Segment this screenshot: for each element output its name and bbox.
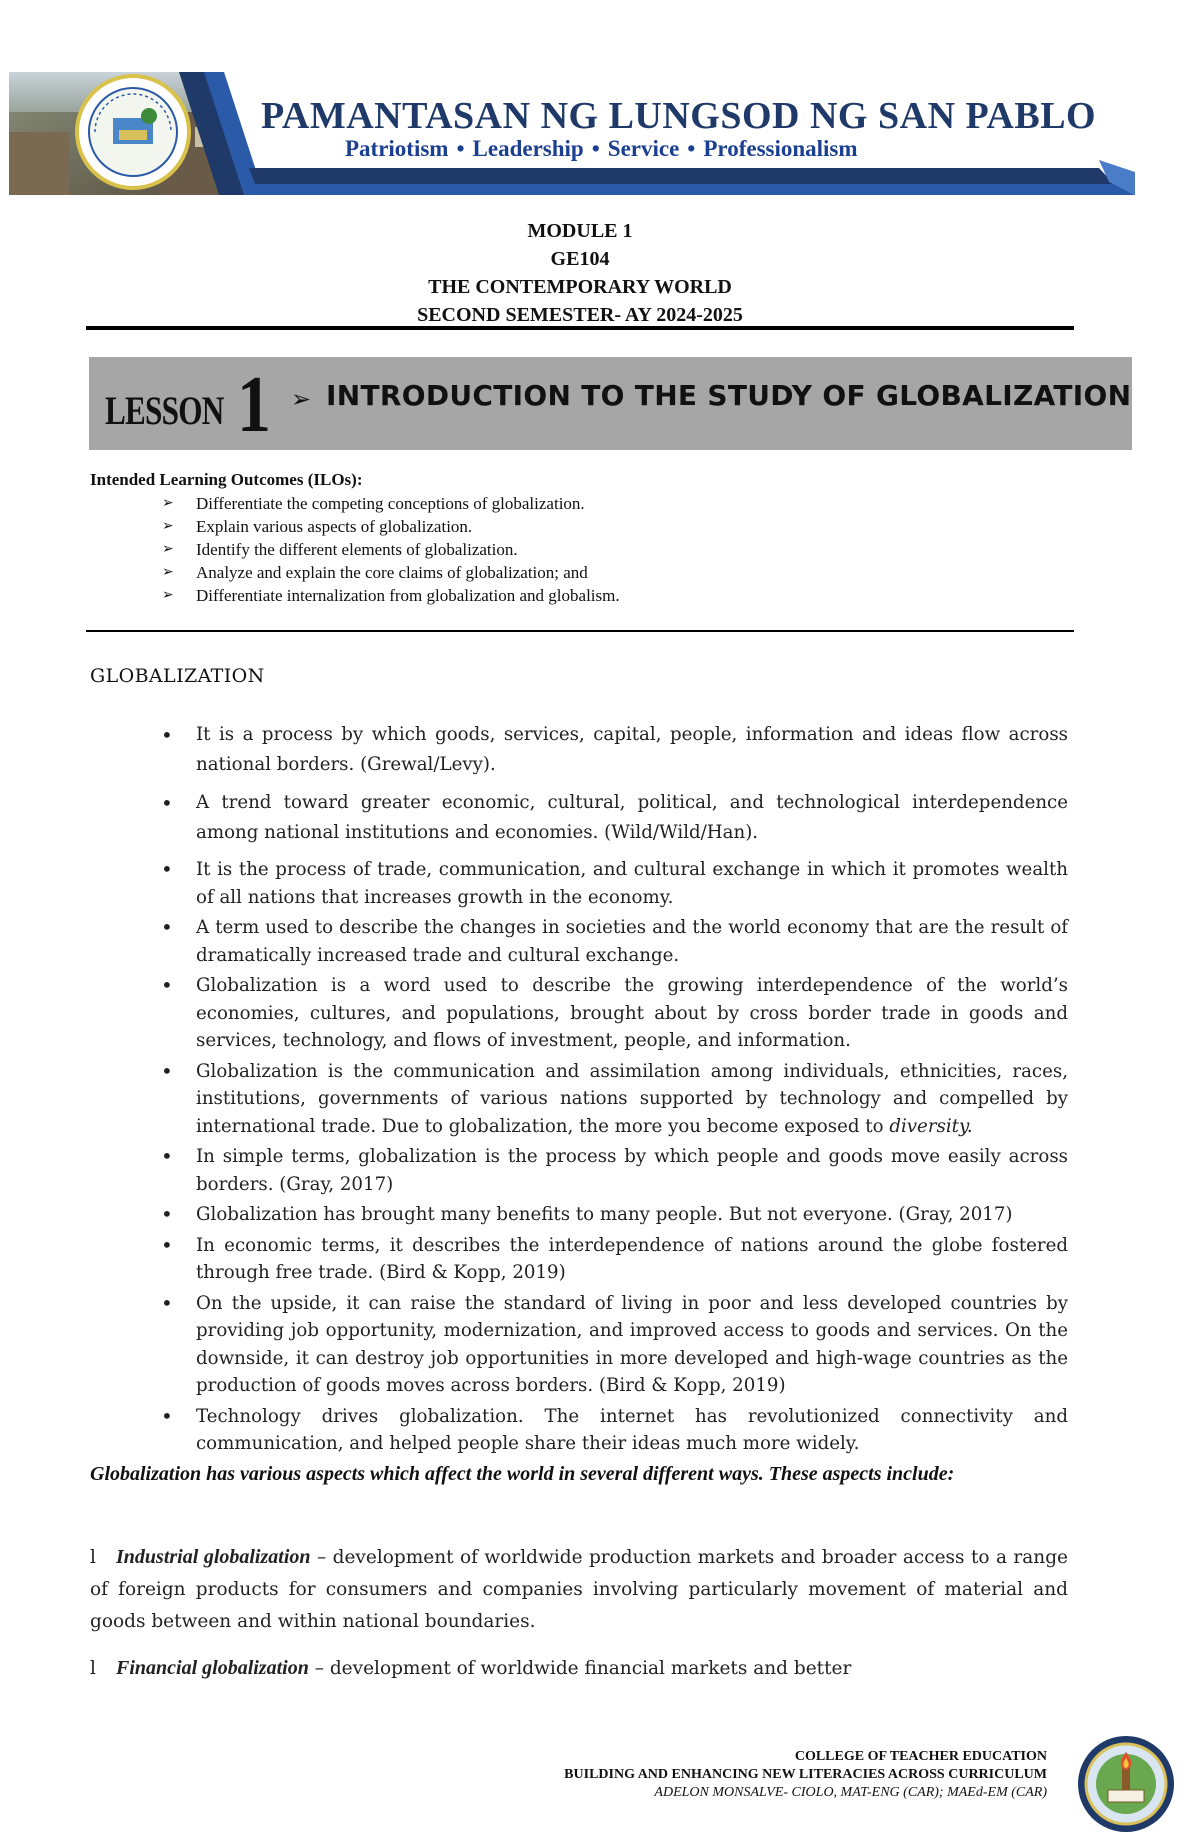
arrow-bullet-icon: ➢ (162, 588, 174, 603)
footer-author: ADELON MONSALVE- CIOLO, MAT-ENG (CAR); MAEd-EM (CAR) (654, 1785, 1047, 1800)
definition-item: • In economic terms, it describes the interdependence of nations around the globe fostered through free trade. (Bird & Kopp, 2019) (160, 1232, 1068, 1287)
heading-divider (86, 326, 1074, 330)
aspect-text: – development of worldwide production markets and broader access to a range of foreign products for consumers and companies involving particularly movement of material and goods between and within national boundaries. (90, 1547, 1068, 1632)
footer-tagline: BUILDING AND ENHANCING NEW LITERACIES ACROSS CURRICULUM (564, 1767, 1047, 1782)
aspect-text: – development of worldwide financial markets and better (308, 1658, 852, 1679)
ilo-item (160, 584, 620, 607)
ilo-item (160, 515, 620, 538)
motto-separator: • (687, 136, 696, 161)
definition-item: • A trend toward greater economic, cultural, political, and technological interdependence among national institutions and economies. (Wild/Wild/Han). (160, 788, 1068, 848)
university-name: PAMANTASAN NG LUNGSOD NG SAN PABLO (261, 95, 1097, 137)
lesson-number: 1 (237, 361, 271, 449)
lesson-banner (89, 357, 1132, 450)
motto-leadership: Leadership (472, 136, 584, 161)
lesson-title: INTRODUCTION TO THE STUDY OF GLOBALIZATION (326, 379, 1132, 412)
module-heading (0, 217, 1160, 329)
section-heading: GLOBALIZATION (90, 665, 265, 687)
college-seal-icon (1072, 1734, 1180, 1834)
aspect-marker: l (90, 1547, 96, 1568)
footer-college: COLLEGE OF TEACHER EDUCATION (794, 1749, 1047, 1764)
ilo-item (160, 538, 620, 561)
motto-separator: • (591, 136, 600, 161)
motto-service: Service (607, 136, 680, 161)
definition-item: • In simple terms, globalization is the process by which people and goods move easily across borders. (Gray, 2017) (160, 1143, 1068, 1198)
ilo-list (160, 492, 620, 607)
definition-item: • It is the process of trade, communication, and cultural exchange in which it promotes wealth of all nations that increases growth in the economy. (160, 856, 1068, 911)
course-title: THE CONTEMPORARY WORLD (428, 276, 732, 298)
ilo-divider (86, 630, 1074, 632)
header-banner (9, 72, 1135, 195)
footer (564, 1748, 1047, 1802)
definition-list (160, 720, 1068, 1461)
definition-text: Globalization is the communication and assimilation among individuals, ethnicities, races, institutions, governments of various nations supported by technology and compelled by international trade. Due to globalization, the more you become exposed to (196, 1060, 1068, 1137)
ilo-text: Identify the different elements of globalization. (196, 540, 518, 559)
course-code: GE104 (550, 248, 610, 270)
definition-item: • A term used to describe the changes in societies and the world economy that are the result of dramatically increased trade and cultural exchange. (160, 914, 1068, 969)
lesson-label: LESSON (105, 388, 224, 433)
aspect-term: Industrial globalization (116, 1546, 311, 1568)
arrow-bullet-icon: ➢ (291, 385, 312, 413)
arrow-bullet-icon: ➢ (162, 496, 174, 511)
diversity-emphasis: diversity. (889, 1115, 973, 1137)
arrow-bullet-icon: ➢ (162, 542, 174, 557)
ilo-item (160, 492, 620, 515)
motto-professionalism: Professionalism (703, 136, 858, 161)
definition-item (160, 1058, 1068, 1141)
module-number: MODULE 1 (527, 220, 633, 242)
aspect-item (90, 1541, 1068, 1638)
definition-item: • It is a process by which goods, services, capital, people, information and ideas flow across national borders. (Grewal/Levy). (160, 720, 1068, 780)
aspect-item (90, 1652, 1068, 1685)
definition-item: • Technology drives globalization. The internet has revolutionized connectivity and communication, and helped people share their ideas much more widely. (160, 1403, 1068, 1458)
definition-item: • On the upside, it can raise the standard of living in poor and less developed countries by providing job opportunity, modernization, and improved access to goods and services. On the downside, it can destroy job opportunities in more developed and high-wage countries as the production of goods moves across borders. (Bird & Kopp, 2019) (160, 1290, 1068, 1400)
motto-separator: • (456, 136, 465, 161)
aspect-term: Financial globalization (116, 1657, 309, 1679)
university-seal-icon (77, 76, 189, 188)
arrow-bullet-icon: ➢ (162, 565, 174, 580)
ilo-item (160, 561, 620, 584)
ilo-text: Analyze and explain the core claims of globalization; and (196, 563, 588, 582)
definition-item: • Globalization is a word used to describe the growing interdependence of the world’s economies, cultures, and populations, brought about by cross border trade in goods and services, technology, and flows of investment, people, and information. (160, 972, 1068, 1055)
aspects-intro: Globalization has various aspects which affect the world in several different ways. These aspects include: (90, 1463, 955, 1485)
definition-item: • Globalization has brought many benefits to many people. But not everyone. (Gray, 2017) (160, 1201, 1068, 1229)
university-motto (345, 136, 858, 162)
ilo-title: Intended Learning Outcomes (ILOs): (90, 470, 363, 489)
arrow-bullet-icon: ➢ (162, 519, 174, 534)
ilo-text: Explain various aspects of globalization. (196, 517, 473, 536)
aspect-marker: l (90, 1658, 96, 1679)
motto-patriotism: Patriotism (345, 136, 449, 161)
ilo-text: Differentiate the competing conceptions of globalization. (196, 494, 585, 513)
semester: SECOND SEMESTER- AY 2024-2025 (417, 304, 743, 326)
ilo-text: Differentiate internalization from globalization and globalism. (196, 586, 620, 605)
